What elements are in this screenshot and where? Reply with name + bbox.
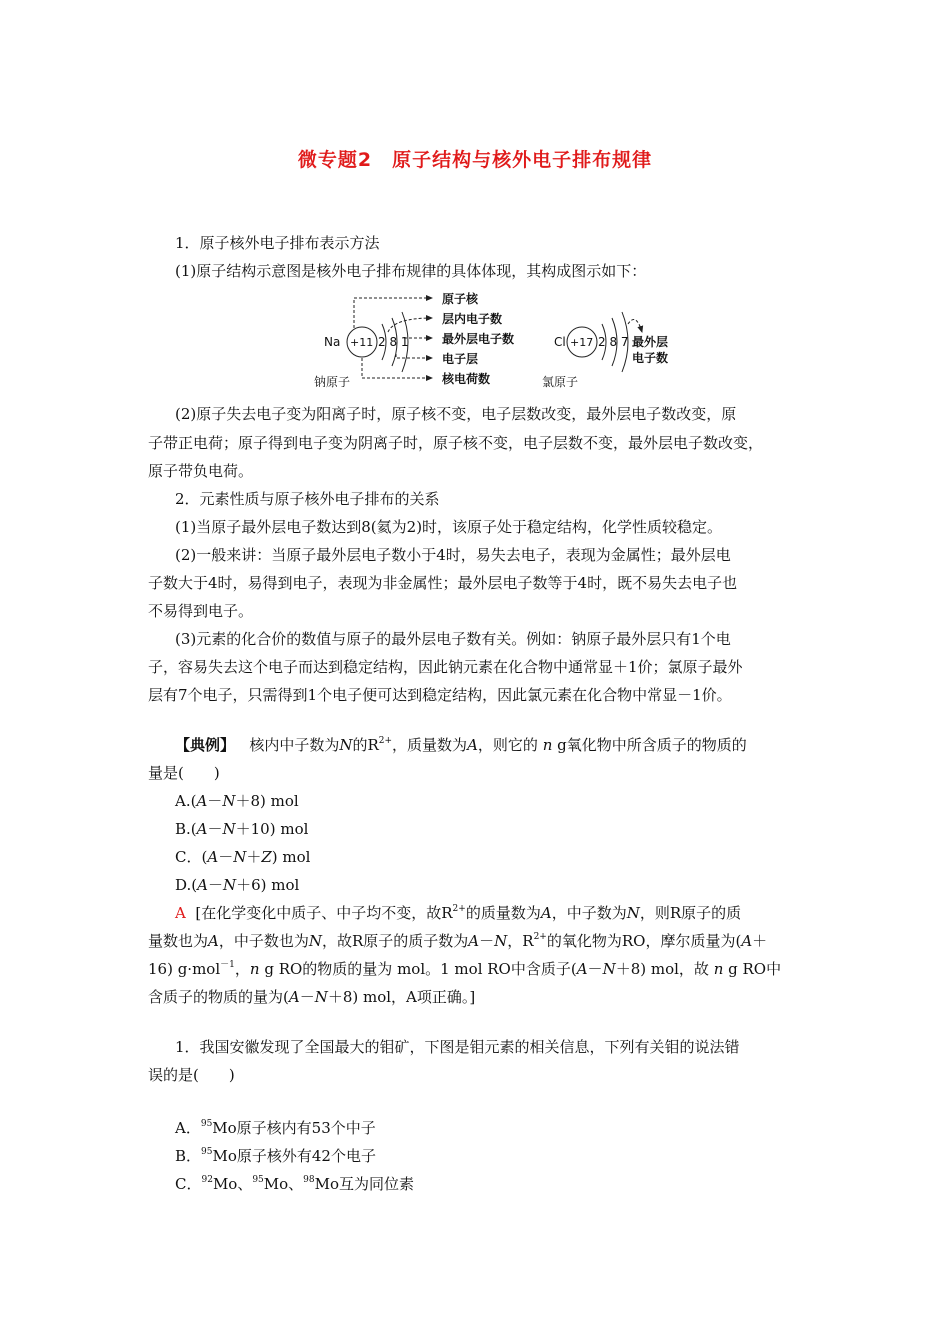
section2-paragraph2-line3: 不易得到电子。 <box>148 602 254 620</box>
section2-paragraph3-line3: 层有7个电子，只需得到1个电子便可达到稳定结构，因此氯元素在化合物中常显－1价。 <box>148 686 732 704</box>
question1-option-c: C．$^{92}$Mo、$^{95}$Mo、$^{98}$Mo互为同位素 <box>175 1175 415 1193</box>
example-explanation-line3: 16) g·mol$^{-1}$，n g RO的物质的量为 mol。1 mol RO中含质子(A－N＋8) mol，故 n g RO中 <box>148 960 782 978</box>
na-nucleus-charge: +11 <box>350 336 374 349</box>
example-option-c: C．(A－N＋Z) mol <box>175 848 311 866</box>
cl-label-outer-2: 电子数 <box>632 351 669 365</box>
question1-option-b: B．$^{95}$Mo原子核外有42个电子 <box>175 1147 376 1165</box>
example-explanation-line4: 含质子的物质的量为(A－N＋8) mol，A项正确。] <box>148 988 476 1006</box>
cl-symbol: Cl <box>554 335 566 349</box>
section2-paragraph2-line1: (2)一般来讲：当原子最外层电子数小于4时，易失去电子，表现为金属性；最外层电 <box>175 546 731 564</box>
example-option-b: B.(A－N＋10) mol <box>175 820 309 838</box>
section1-paragraph2-line3: 原子带负电荷。 <box>148 462 254 480</box>
section2-paragraph3-line1: (3)元素的化合价的数值与原子的最外层电子数有关。例如：钠原子最外层只有1个电 <box>175 630 731 648</box>
atom-structure-diagram <box>310 288 690 392</box>
example-option-a: A.(A－N＋8) mol <box>175 792 299 810</box>
section1-heading: 1．原子核外电子排布表示方法 <box>175 234 380 252</box>
example-answer: A <box>175 904 186 922</box>
question1-stem-line1: 1．我国安徽发现了全国最大的钼矿，下图是钼元素的相关信息，下列有关钼的说法错 <box>175 1038 740 1056</box>
cl-nucleus-charge: +17 <box>570 336 594 349</box>
na-symbol: Na <box>324 335 341 349</box>
na-electron-counts: 2 8 1 <box>378 335 409 349</box>
example-explanation-line1: A [在化学变化中质子、中子均不变，故$R^{2+}$的质量数为A，中子数为N，则R原子的质 <box>175 904 742 922</box>
section2-paragraph3-line2: 子，容易失去这个电子而达到稳定结构，因此钠元素在化合物中通常显＋1价；氯原子最外 <box>148 658 743 676</box>
example-option-d: D.(A－N＋6) mol <box>175 876 300 894</box>
label-nucleus: 原子核 <box>442 292 479 306</box>
question1-option-a: A．$^{95}$Mo原子核内有53个中子 <box>175 1119 376 1137</box>
label-nuclear-charge: 核电荷数 <box>442 372 491 386</box>
section1-paragraph1: (1)原子结构示意图是核外电子排布规律的具体体现，其构成图示如下： <box>175 262 647 280</box>
question1-stem-line2: 误的是( ) <box>148 1066 235 1084</box>
example-explanation-line2: 量数也为A，中子数也为N，故R原子的质子数为A－N，$R^{2+}$的氧化物为RO，摩尔质量为(A＋ <box>148 932 768 950</box>
cl-label-outer-1: 最外层 <box>632 335 669 349</box>
label-electron-shell: 电子层 <box>442 352 479 366</box>
label-shell-electrons: 层内电子数 <box>442 312 503 326</box>
section2-heading: 2．元素性质与原子核外电子排布的关系 <box>175 490 440 508</box>
example-tag: 【典例】 <box>175 736 236 754</box>
page-title: 微专题2 原子结构与核外电子排布规律 <box>297 149 653 171</box>
section1-paragraph2-line2: 子带正电荷；原子得到电子变为阴离子时，原子核不变，电子层数不变，最外层电子数改变， <box>148 434 764 452</box>
section2-paragraph2-line2: 子数大于4时，易得到电子，表现为非金属性；最外层电子数等于4时，既不易失去电子也 <box>148 574 738 592</box>
example-stem-line2: 量是( ) <box>148 764 220 782</box>
cl-electron-counts: 2 8 7 <box>598 335 629 349</box>
example-stem-line1: 【典例】 核内中子数为N的$R^{2+}$，质量数为A，则它的 n g氧化物中所含质子的物质的 <box>175 736 747 754</box>
cl-caption: 氯原子 <box>542 375 579 389</box>
section2-paragraph1: (1)当原子最外层电子数达到8(氦为2)时，该原子处于稳定结构，化学性质较稳定。 <box>175 518 723 536</box>
label-outer-electrons: 最外层电子数 <box>442 332 515 346</box>
section1-paragraph2-line1: (2)原子失去电子变为阳离子时，原子核不变，电子层数改变，最外层电子数改变，原 <box>175 405 737 423</box>
na-caption: 钠原子 <box>314 375 351 389</box>
